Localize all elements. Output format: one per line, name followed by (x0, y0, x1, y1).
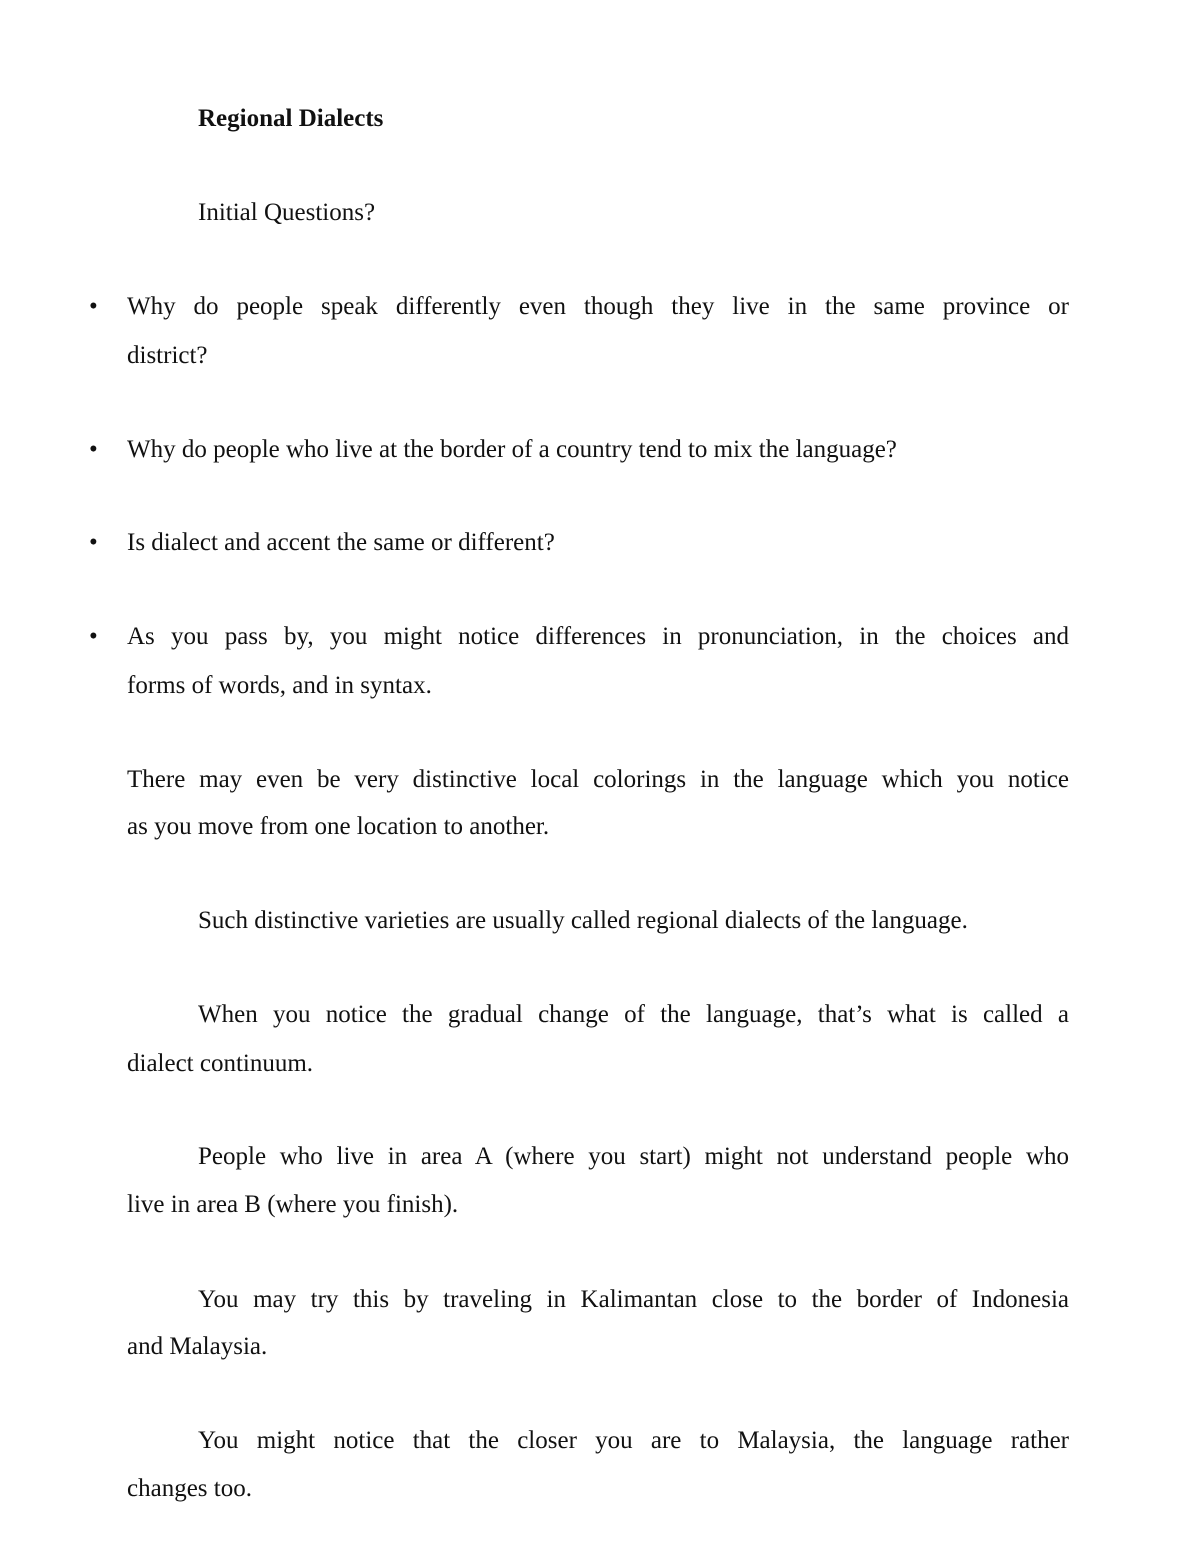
paragraph-line: as you move from one location to another. (127, 813, 550, 840)
bullet-text-line: As you pass by, you might notice differences in pronunciation, in the choices and (127, 623, 1069, 650)
paragraph-line: changes too. (127, 1475, 252, 1502)
paragraph-line: You may try this by traveling in Kalimantan close to the border of Indonesia (198, 1286, 1069, 1313)
paragraph-line: When you notice the gradual change of the language, that’s what is called a (198, 1001, 1069, 1028)
bullet-marker: • (89, 529, 98, 556)
paragraph-line: dialect continuum. (127, 1050, 314, 1077)
bullet-text-line: Why do people speak differently even though they live in the same province or (127, 293, 1069, 320)
bullet-text-line: district? (127, 342, 208, 369)
bullet-text-line: Why do people who live at the border of a country tend to mix the language? (127, 436, 897, 463)
paragraph-line: live in area B (where you finish). (127, 1191, 459, 1218)
document-subtitle: Initial Questions? (198, 199, 376, 226)
bullet-marker: • (89, 623, 98, 650)
paragraph-line: There may even be very distinctive local colorings in the language which you notice (127, 766, 1069, 793)
bullet-text-line: Is dialect and accent the same or different? (127, 529, 555, 556)
bullet-marker: • (89, 436, 98, 463)
paragraph-line: People who live in area A (where you start) might not understand people who (198, 1143, 1069, 1170)
bullet-marker: • (89, 293, 98, 320)
paragraph-line: Such distinctive varieties are usually called regional dialects of the language. (198, 907, 968, 934)
paragraph-line: You might notice that the closer you are to Malaysia, the language rather (198, 1427, 1069, 1454)
paragraph-line: and Malaysia. (127, 1333, 268, 1360)
document-title: Regional Dialects (198, 105, 384, 132)
bullet-text-line: forms of words, and in syntax. (127, 672, 432, 699)
